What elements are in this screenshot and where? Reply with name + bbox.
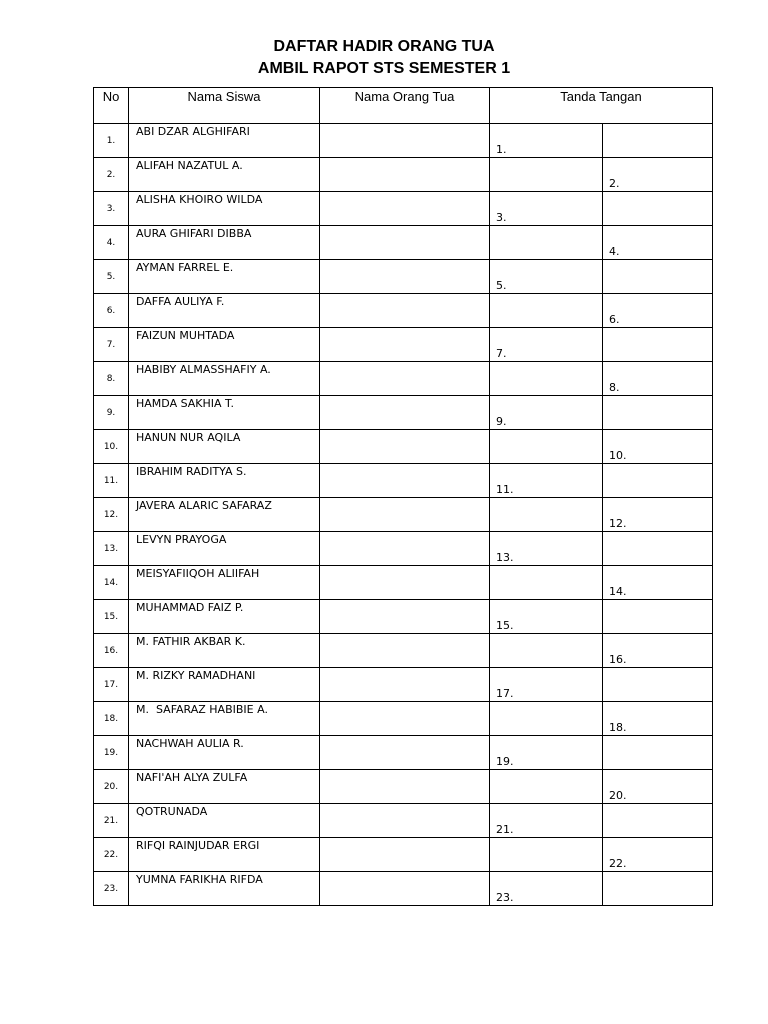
attendance-table (93, 87, 713, 906)
parent-name-cell (320, 838, 490, 872)
parent-name-cell (320, 158, 490, 192)
table-row (94, 736, 713, 770)
table-body (94, 124, 713, 906)
row-number: 7. (94, 328, 129, 362)
student-name: IBRAHIM RADITYA S. (129, 464, 320, 498)
signature-cell-right (603, 668, 713, 702)
signature-cell-left (490, 158, 603, 192)
row-number: 21. (94, 804, 129, 838)
signature-cell-right: 20. (603, 770, 713, 804)
signature-cell-left (490, 634, 603, 668)
parent-name-cell (320, 668, 490, 702)
student-name: NAFI'AH ALYA ZULFA (129, 770, 320, 804)
parent-name-cell (320, 430, 490, 464)
signature-cell-right (603, 192, 713, 226)
row-number: 2. (94, 158, 129, 192)
signature-cell-left: 1. (490, 124, 603, 158)
signature-cell-right: 22. (603, 838, 713, 872)
student-name: QOTRUNADA (129, 804, 320, 838)
parent-name-cell (320, 226, 490, 260)
signature-cell-right (603, 532, 713, 566)
signature-cell-left (490, 226, 603, 260)
signature-cell-left (490, 566, 603, 600)
parent-name-cell (320, 124, 490, 158)
signature-cell-right (603, 328, 713, 362)
student-name: AURA GHIFARI DIBBA (129, 226, 320, 260)
row-number: 16. (94, 634, 129, 668)
row-number: 18. (94, 702, 129, 736)
parent-name-cell (320, 294, 490, 328)
row-number: 17. (94, 668, 129, 702)
table-row (94, 872, 713, 906)
table-row (94, 532, 713, 566)
signature-cell-left (490, 770, 603, 804)
table-row (94, 498, 713, 532)
student-name: MUHAMMAD FAIZ P. (129, 600, 320, 634)
signature-cell-right (603, 804, 713, 838)
signature-cell-right: 8. (603, 362, 713, 396)
parent-name-cell (320, 464, 490, 498)
table-row (94, 192, 713, 226)
table-row (94, 668, 713, 702)
student-name: HAMDA SAKHIA T. (129, 396, 320, 430)
table-row (94, 430, 713, 464)
student-name: LEVYN PRAYOGA (129, 532, 320, 566)
parent-name-cell (320, 702, 490, 736)
student-name: ABI DZAR ALGHIFARI (129, 124, 320, 158)
student-name: HANUN NUR AQILA (129, 430, 320, 464)
row-number: 4. (94, 226, 129, 260)
row-number: 13. (94, 532, 129, 566)
row-number: 22. (94, 838, 129, 872)
signature-cell-right: 16. (603, 634, 713, 668)
signature-cell-right: 12. (603, 498, 713, 532)
table-row (94, 804, 713, 838)
signature-cell-left (490, 702, 603, 736)
document-title (0, 36, 768, 80)
signature-cell-right (603, 736, 713, 770)
student-name: M. SAFARAZ HABIBIE A. (129, 702, 320, 736)
row-number: 23. (94, 872, 129, 906)
signature-cell-right: 2. (603, 158, 713, 192)
table-row (94, 838, 713, 872)
header-no: No (94, 88, 129, 124)
row-number: 11. (94, 464, 129, 498)
table-row (94, 634, 713, 668)
row-number: 12. (94, 498, 129, 532)
student-name: HABIBY ALMASSHAFIY A. (129, 362, 320, 396)
signature-cell-left: 13. (490, 532, 603, 566)
signature-cell-right: 6. (603, 294, 713, 328)
table-row (94, 396, 713, 430)
parent-name-cell (320, 804, 490, 838)
signature-cell-left: 15. (490, 600, 603, 634)
student-name: YUMNA FARIKHA RIFDA (129, 872, 320, 906)
signature-cell-left: 7. (490, 328, 603, 362)
parent-name-cell (320, 362, 490, 396)
signature-cell-right: 14. (603, 566, 713, 600)
signature-cell-left (490, 430, 603, 464)
signature-cell-left: 9. (490, 396, 603, 430)
table-row (94, 600, 713, 634)
table-row (94, 702, 713, 736)
signature-cell-right: 10. (603, 430, 713, 464)
title-line-1: DAFTAR HADIR ORANG TUA (273, 38, 495, 55)
table-row (94, 294, 713, 328)
student-name: RIFQI RAINJUDAR ERGI (129, 838, 320, 872)
parent-name-cell (320, 260, 490, 294)
header-nama-siswa: Nama Siswa (129, 88, 320, 124)
signature-cell-right (603, 260, 713, 294)
student-name: M. RIZKY RAMADHANI (129, 668, 320, 702)
parent-name-cell (320, 328, 490, 362)
parent-name-cell (320, 736, 490, 770)
table-row (94, 362, 713, 396)
signature-cell-left: 21. (490, 804, 603, 838)
row-number: 10. (94, 430, 129, 464)
table-row (94, 124, 713, 158)
table-row (94, 770, 713, 804)
student-name: ALISHA KHOIRO WILDA (129, 192, 320, 226)
signature-cell-left: 19. (490, 736, 603, 770)
row-number: 15. (94, 600, 129, 634)
student-name: MEISYAFIIQOH ALIIFAH (129, 566, 320, 600)
signature-cell-left: 23. (490, 872, 603, 906)
row-number: 14. (94, 566, 129, 600)
table-row (94, 260, 713, 294)
signature-cell-right: 18. (603, 702, 713, 736)
signature-cell-right (603, 600, 713, 634)
signature-cell-left: 3. (490, 192, 603, 226)
signature-cell-right (603, 396, 713, 430)
parent-name-cell (320, 872, 490, 906)
table-header-row (94, 88, 713, 124)
signature-cell-right: 4. (603, 226, 713, 260)
signature-cell-right (603, 872, 713, 906)
signature-cell-left (490, 498, 603, 532)
signature-cell-left: 17. (490, 668, 603, 702)
student-name: NACHWAH AULIA R. (129, 736, 320, 770)
table-row (94, 566, 713, 600)
table-row (94, 226, 713, 260)
header-tanda-tangan: Tanda Tangan (490, 88, 713, 124)
row-number: 8. (94, 362, 129, 396)
table-row (94, 464, 713, 498)
row-number: 6. (94, 294, 129, 328)
parent-name-cell (320, 396, 490, 430)
student-name: AYMAN FARREL E. (129, 260, 320, 294)
header-nama-orang-tua: Nama Orang Tua (320, 88, 490, 124)
signature-cell-right (603, 464, 713, 498)
title-line-2: AMBIL RAPOT STS SEMESTER 1 (257, 60, 511, 77)
row-number: 20. (94, 770, 129, 804)
parent-name-cell (320, 770, 490, 804)
parent-name-cell (320, 498, 490, 532)
row-number: 9. (94, 396, 129, 430)
parent-name-cell (320, 532, 490, 566)
student-name: FAIZUN MUHTADA (129, 328, 320, 362)
row-number: 19. (94, 736, 129, 770)
row-number: 3. (94, 192, 129, 226)
student-name: JAVERA ALARIC SAFARAZ (129, 498, 320, 532)
student-name: ALIFAH NAZATUL A. (129, 158, 320, 192)
signature-cell-left (490, 294, 603, 328)
signature-cell-left (490, 362, 603, 396)
table-row (94, 158, 713, 192)
row-number: 1. (94, 124, 129, 158)
parent-name-cell (320, 634, 490, 668)
row-number: 5. (94, 260, 129, 294)
parent-name-cell (320, 192, 490, 226)
signature-cell-right (603, 124, 713, 158)
signature-cell-left (490, 838, 603, 872)
table-row (94, 328, 713, 362)
student-name: DAFFA AULIYA F. (129, 294, 320, 328)
signature-cell-left: 5. (490, 260, 603, 294)
signature-cell-left: 11. (490, 464, 603, 498)
parent-name-cell (320, 566, 490, 600)
student-name: M. FATHIR AKBAR K. (129, 634, 320, 668)
parent-name-cell (320, 600, 490, 634)
